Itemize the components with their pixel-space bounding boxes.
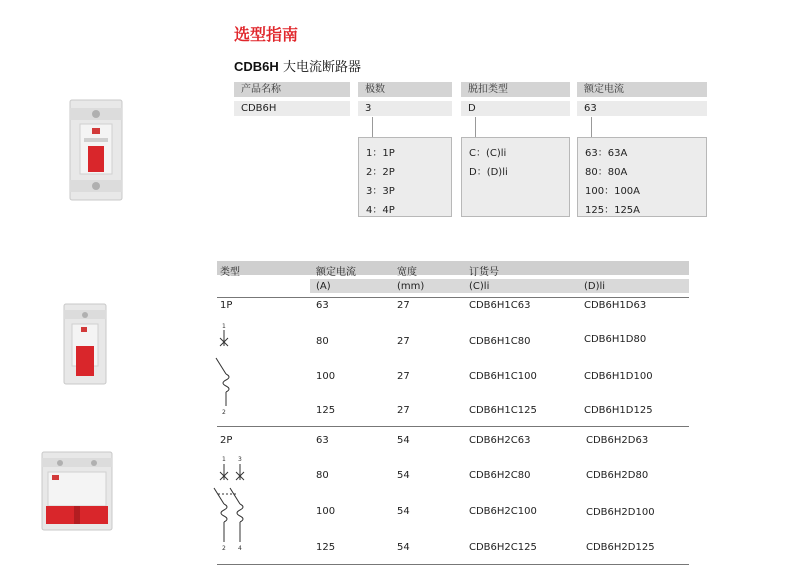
cell-order-d: CDB6H1D63 bbox=[584, 300, 647, 311]
cell-width: 54 bbox=[397, 542, 410, 553]
option-item: C：(C)li bbox=[469, 148, 507, 159]
product-description: 大电流断路器 bbox=[282, 60, 361, 75]
connector-rated-current bbox=[591, 117, 592, 137]
cell-order-c: CDB6H1C125 bbox=[469, 405, 537, 416]
cell-order-c: CDB6H2C80 bbox=[469, 470, 531, 481]
cell-order-d: CDB6H2D63 bbox=[586, 435, 649, 446]
sel-value-product-name: CDB6H bbox=[234, 101, 350, 116]
cell-current: 100 bbox=[316, 506, 336, 517]
option-item: 3：3P bbox=[366, 186, 395, 197]
group-divider bbox=[217, 426, 689, 427]
schematic-1p-icon bbox=[212, 320, 242, 418]
cell-order-c: CDB6H2C125 bbox=[469, 542, 537, 553]
th-order-no: 订货号 bbox=[469, 267, 499, 278]
cell-width: 27 bbox=[397, 300, 410, 311]
option-item: D：(D)li bbox=[469, 167, 508, 178]
th-c-li: (C)li bbox=[469, 281, 490, 292]
breaker-1p-large-photo bbox=[66, 90, 126, 208]
cell-current: 125 bbox=[316, 405, 336, 416]
option-item: 1：1P bbox=[366, 148, 395, 159]
cell-current: 100 bbox=[316, 371, 336, 382]
th-width: 宽度 bbox=[397, 267, 417, 278]
connector-poles bbox=[372, 117, 373, 137]
sel-value-trip-type: D bbox=[461, 101, 570, 116]
option-item: 2：2P bbox=[366, 167, 395, 178]
sel-value-poles: 3 bbox=[358, 101, 452, 116]
cell-order-d: CDB6H2D125 bbox=[586, 542, 655, 553]
breaker-1p-small-photo bbox=[60, 298, 110, 390]
cell-width: 54 bbox=[397, 470, 410, 481]
cell-current: 125 bbox=[316, 542, 336, 553]
th-type: 类型 bbox=[220, 267, 240, 278]
th-d-li: (D)li bbox=[584, 281, 606, 292]
options-trip-type bbox=[461, 137, 570, 217]
product-subtitle bbox=[234, 56, 361, 75]
terminal-label: 4 bbox=[238, 545, 242, 552]
option-item: 4：4P bbox=[366, 205, 395, 216]
cell-order-d: CDB6H1D125 bbox=[584, 405, 653, 416]
sel-label-trip-type: 脱扣类型 bbox=[461, 82, 570, 97]
sel-value-rated-current: 63 bbox=[577, 101, 707, 116]
cell-order-d: CDB6H1D100 bbox=[584, 371, 653, 382]
sel-label-rated-current: 额定电流 bbox=[577, 82, 707, 97]
breaker-2p-photo bbox=[38, 446, 116, 536]
group-type-1p: 1P bbox=[220, 300, 233, 311]
cell-current: 80 bbox=[316, 336, 329, 347]
option-item: 125：125A bbox=[585, 205, 641, 216]
sel-label-poles: 极数 bbox=[358, 82, 452, 97]
options-poles bbox=[358, 137, 452, 217]
cell-order-c: CDB6H2C63 bbox=[469, 435, 531, 446]
cell-order-d: CDB6H2D80 bbox=[586, 470, 649, 481]
cell-order-c: CDB6H1C80 bbox=[469, 336, 531, 347]
option-item: 100：100A bbox=[585, 186, 641, 197]
table-subheader-band bbox=[310, 279, 689, 293]
options-rated-current bbox=[577, 137, 707, 217]
table-bottom-rule bbox=[217, 564, 689, 565]
header-divider bbox=[217, 297, 689, 298]
th-width-unit: (mm) bbox=[397, 281, 425, 292]
th-current: 额定电流 bbox=[316, 267, 356, 278]
terminal-label: 3 bbox=[238, 456, 242, 463]
terminal-label: 1 bbox=[222, 323, 226, 330]
table-header-band bbox=[217, 261, 689, 275]
cell-order-d: CDB6H1D80 bbox=[584, 334, 647, 345]
connector-trip-type bbox=[475, 117, 476, 137]
cell-width: 27 bbox=[397, 405, 410, 416]
page-title: 选型指南 bbox=[234, 25, 299, 44]
cell-current: 63 bbox=[316, 300, 329, 311]
option-item: 63：63A bbox=[585, 148, 628, 159]
sel-label-product-name: 产品名称 bbox=[234, 82, 350, 97]
cell-width: 54 bbox=[397, 506, 410, 517]
terminal-label: 2 bbox=[222, 409, 226, 416]
cell-current: 63 bbox=[316, 435, 329, 446]
schematic-2p-icon bbox=[208, 454, 252, 554]
product-model: CDB6H bbox=[234, 59, 279, 74]
th-current-unit: (A) bbox=[316, 281, 331, 292]
terminal-label: 2 bbox=[222, 545, 226, 552]
cell-order-c: CDB6H1C100 bbox=[469, 371, 537, 382]
option-item: 80：80A bbox=[585, 167, 628, 178]
cell-order-d: CDB6H2D100 bbox=[586, 507, 655, 518]
cell-order-c: CDB6H1C63 bbox=[469, 300, 531, 311]
cell-order-c: CDB6H2C100 bbox=[469, 506, 537, 517]
cell-width: 54 bbox=[397, 435, 410, 446]
cell-width: 27 bbox=[397, 336, 410, 347]
terminal-label: 1 bbox=[222, 456, 226, 463]
group-type-2p: 2P bbox=[220, 435, 233, 446]
cell-width: 27 bbox=[397, 371, 410, 382]
cell-current: 80 bbox=[316, 470, 329, 481]
